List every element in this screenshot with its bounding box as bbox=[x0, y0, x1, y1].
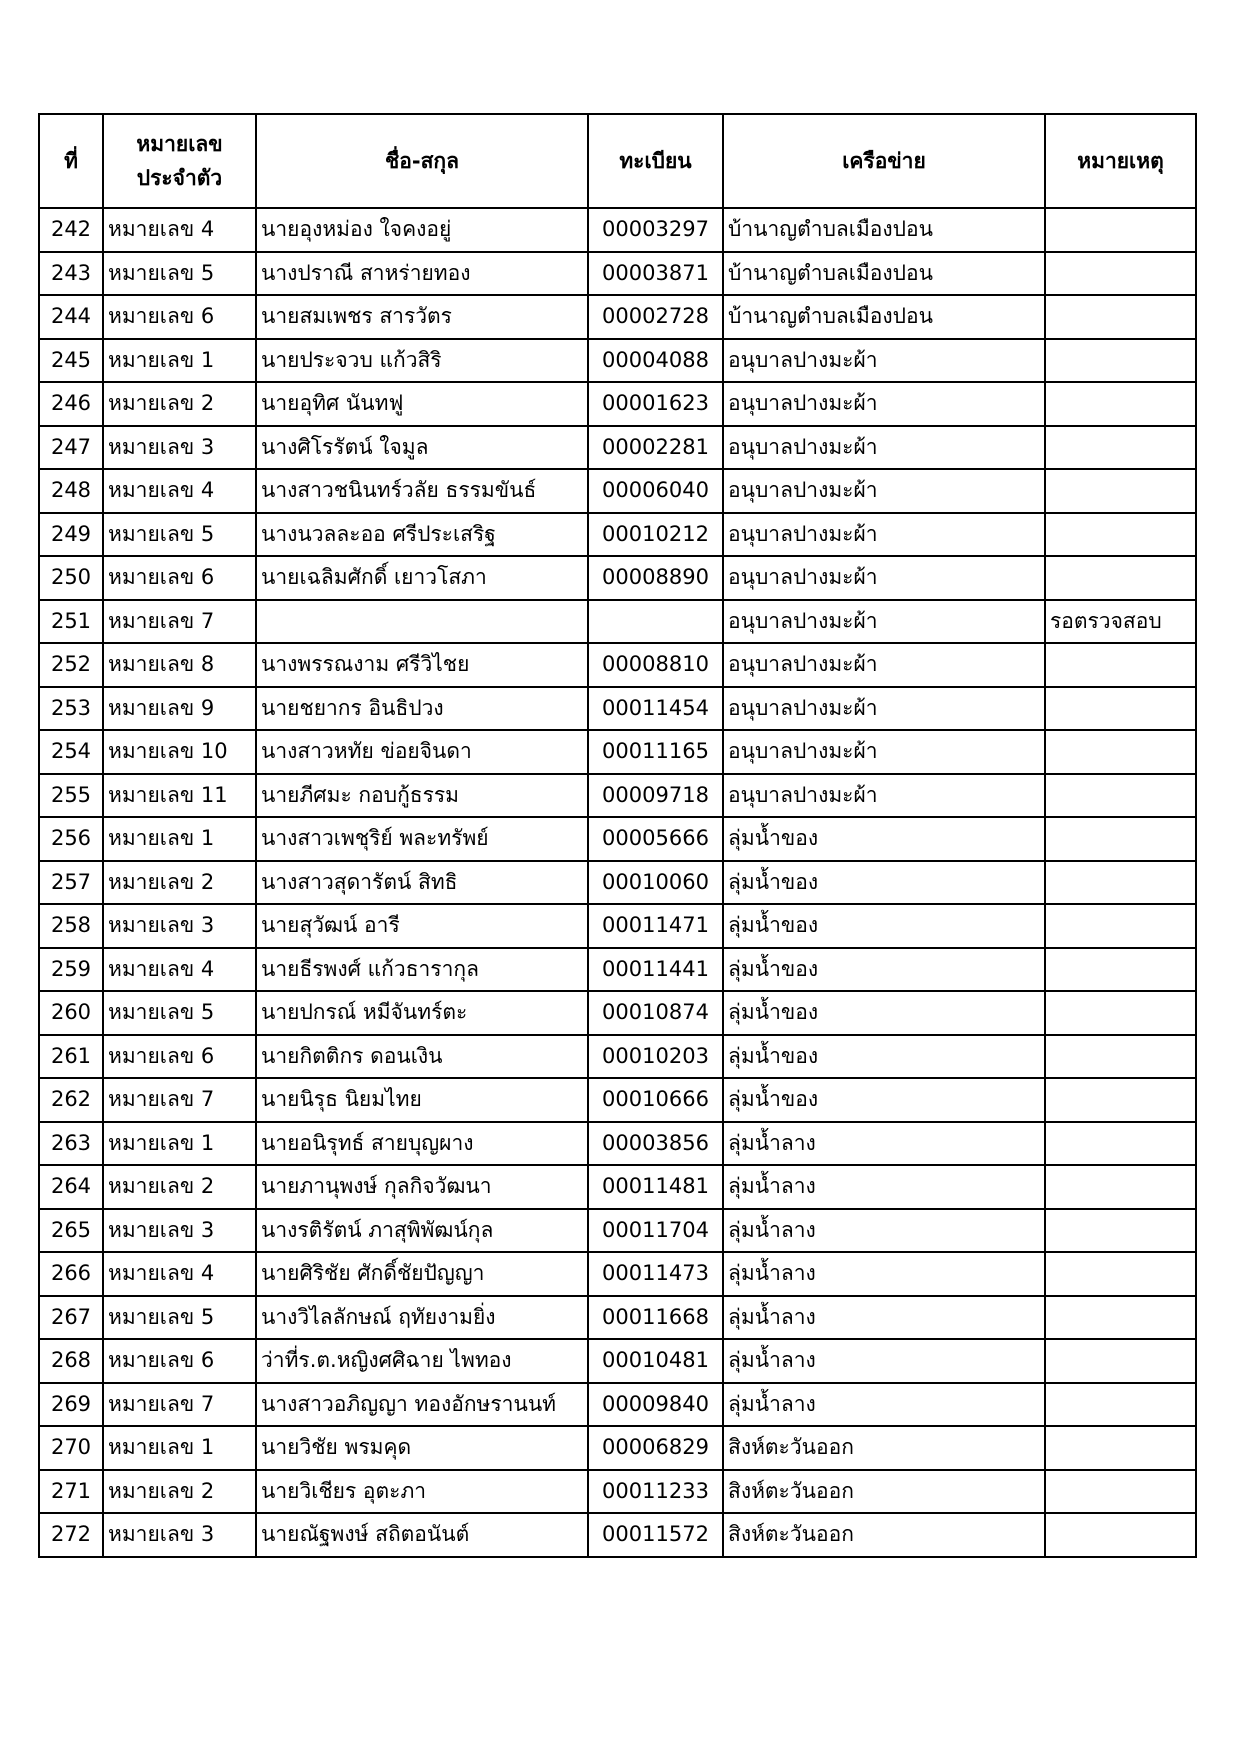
table-row bbox=[39, 861, 1196, 905]
table-row bbox=[39, 1252, 1196, 1296]
table-row bbox=[39, 1470, 1196, 1514]
cell-id: หมายเลข 7 bbox=[103, 1383, 256, 1427]
table-row bbox=[39, 1035, 1196, 1079]
cell-id: หมายเลข 4 bbox=[103, 1252, 256, 1296]
cell-network: อนุบาลปางมะผ้า bbox=[723, 774, 1045, 818]
table-row bbox=[39, 295, 1196, 339]
cell-name: นายอนิรุทธ์ สายบุญผาง bbox=[256, 1122, 588, 1166]
cell-no: 257 bbox=[39, 861, 103, 905]
cell-reg: 00001623 bbox=[588, 382, 723, 426]
cell-reg: 00004088 bbox=[588, 339, 723, 383]
header-row bbox=[39, 114, 1196, 208]
cell-note bbox=[1045, 687, 1196, 731]
cell-name: นายสมเพชร สารวัตร bbox=[256, 295, 588, 339]
cell-name: ว่าที่ร.ต.หญิงศศิฉาย ไพทอง bbox=[256, 1339, 588, 1383]
table-row bbox=[39, 469, 1196, 513]
cell-reg: 00009840 bbox=[588, 1383, 723, 1427]
cell-reg: 00005666 bbox=[588, 817, 723, 861]
table-row bbox=[39, 426, 1196, 470]
cell-name bbox=[256, 600, 588, 644]
cell-no: 255 bbox=[39, 774, 103, 818]
cell-no: 270 bbox=[39, 1426, 103, 1470]
cell-no: 266 bbox=[39, 1252, 103, 1296]
cell-network: ลุ่มน้ำลาง bbox=[723, 1383, 1045, 1427]
cell-reg: 00003856 bbox=[588, 1122, 723, 1166]
cell-id: หมายเลข 3 bbox=[103, 1209, 256, 1253]
cell-note bbox=[1045, 948, 1196, 992]
cell-name: นายวิชัย พรมคุด bbox=[256, 1426, 588, 1470]
cell-id: หมายเลข 7 bbox=[103, 1078, 256, 1122]
table-row bbox=[39, 252, 1196, 296]
cell-network: บ้านาญตำบลเมืองปอน bbox=[723, 208, 1045, 252]
cell-name: นางสาวอภิญญา ทองอักษรานนท์ bbox=[256, 1383, 588, 1427]
cell-note bbox=[1045, 252, 1196, 296]
cell-reg: 00011471 bbox=[588, 904, 723, 948]
cell-name: นายปกรณ์ หมีจันทร์ตะ bbox=[256, 991, 588, 1035]
cell-no: 272 bbox=[39, 1513, 103, 1557]
cell-name: นางสาวสุดารัตน์ สิทธิ bbox=[256, 861, 588, 905]
cell-note bbox=[1045, 1035, 1196, 1079]
cell-note bbox=[1045, 774, 1196, 818]
cell-reg: 00011454 bbox=[588, 687, 723, 731]
cell-no: 252 bbox=[39, 643, 103, 687]
cell-note bbox=[1045, 1122, 1196, 1166]
cell-name: นางศิโรรัตน์ ใจมูล bbox=[256, 426, 588, 470]
table-row bbox=[39, 339, 1196, 383]
cell-reg: 00011441 bbox=[588, 948, 723, 992]
cell-note bbox=[1045, 1513, 1196, 1557]
cell-note bbox=[1045, 382, 1196, 426]
cell-name: นายณัฐพงษ์ สถิตอนันต์ bbox=[256, 1513, 588, 1557]
cell-no: 259 bbox=[39, 948, 103, 992]
cell-name: นายศิริชัย ศักดิ์ชัยปัญญา bbox=[256, 1252, 588, 1296]
cell-network: ลุ่มน้ำลาง bbox=[723, 1165, 1045, 1209]
header-id-line1: หมายเลข bbox=[136, 132, 223, 156]
table-row bbox=[39, 904, 1196, 948]
cell-note bbox=[1045, 339, 1196, 383]
cell-no: 249 bbox=[39, 513, 103, 557]
cell-network: อนุบาลปางมะผ้า bbox=[723, 730, 1045, 774]
cell-no: 260 bbox=[39, 991, 103, 1035]
cell-network: ลุ่มน้ำลาง bbox=[723, 1252, 1045, 1296]
cell-note bbox=[1045, 1296, 1196, 1340]
cell-id: หมายเลข 5 bbox=[103, 252, 256, 296]
header-id bbox=[103, 114, 256, 208]
cell-no: 251 bbox=[39, 600, 103, 644]
cell-note bbox=[1045, 426, 1196, 470]
cell-name: นางสาวเพชุริย์ พละทรัพย์ bbox=[256, 817, 588, 861]
cell-note bbox=[1045, 469, 1196, 513]
cell-id: หมายเลข 6 bbox=[103, 1339, 256, 1383]
cell-note bbox=[1045, 1078, 1196, 1122]
cell-note bbox=[1045, 817, 1196, 861]
cell-name: นายวิเชียร อุตะภา bbox=[256, 1470, 588, 1514]
cell-reg: 00011481 bbox=[588, 1165, 723, 1209]
cell-id: หมายเลข 5 bbox=[103, 513, 256, 557]
cell-name: นางวิไลลักษณ์ ฤทัยงามยิ่ง bbox=[256, 1296, 588, 1340]
cell-id: หมายเลข 4 bbox=[103, 948, 256, 992]
cell-note bbox=[1045, 1470, 1196, 1514]
table-row bbox=[39, 774, 1196, 818]
cell-name: นางสาวหทัย ข่อยจินดา bbox=[256, 730, 588, 774]
cell-id: หมายเลข 5 bbox=[103, 1296, 256, 1340]
cell-network: อนุบาลปางมะผ้า bbox=[723, 426, 1045, 470]
cell-network: อนุบาลปางมะผ้า bbox=[723, 339, 1045, 383]
cell-reg bbox=[588, 600, 723, 644]
cell-note bbox=[1045, 991, 1196, 1035]
cell-network: อนุบาลปางมะผ้า bbox=[723, 382, 1045, 426]
cell-network: ลุ่มน้ำลาง bbox=[723, 1339, 1045, 1383]
cell-reg: 00006040 bbox=[588, 469, 723, 513]
cell-no: 243 bbox=[39, 252, 103, 296]
table-row bbox=[39, 1122, 1196, 1166]
table-row bbox=[39, 556, 1196, 600]
cell-note bbox=[1045, 556, 1196, 600]
cell-reg: 00003871 bbox=[588, 252, 723, 296]
cell-name: นางปราณี สาหร่ายทอง bbox=[256, 252, 588, 296]
cell-reg: 00010666 bbox=[588, 1078, 723, 1122]
cell-name: นายอุงหม่อง ใจคงอยู่ bbox=[256, 208, 588, 252]
cell-reg: 00002728 bbox=[588, 295, 723, 339]
cell-no: 262 bbox=[39, 1078, 103, 1122]
cell-reg: 00011165 bbox=[588, 730, 723, 774]
cell-reg: 00010874 bbox=[588, 991, 723, 1035]
cell-network: ลุ่มน้ำของ bbox=[723, 904, 1045, 948]
cell-note bbox=[1045, 730, 1196, 774]
cell-name: นายนิรุธ นิยมไทย bbox=[256, 1078, 588, 1122]
cell-note bbox=[1045, 1209, 1196, 1253]
cell-name: นายกิตติกร ดอนเงิน bbox=[256, 1035, 588, 1079]
header-no: ที่ bbox=[39, 114, 103, 208]
cell-name: นายประจวบ แก้วสิริ bbox=[256, 339, 588, 383]
table-header bbox=[39, 114, 1196, 208]
cell-name: นายภานุพงษ์ กุลกิจวัฒนา bbox=[256, 1165, 588, 1209]
table-row bbox=[39, 643, 1196, 687]
cell-reg: 00010060 bbox=[588, 861, 723, 905]
cell-reg: 00008890 bbox=[588, 556, 723, 600]
cell-note: รอตรวจสอบ bbox=[1045, 600, 1196, 644]
cell-note bbox=[1045, 643, 1196, 687]
table-row bbox=[39, 687, 1196, 731]
cell-name: นางพรรณงาม ศรีวิไชย bbox=[256, 643, 588, 687]
cell-reg: 00002281 bbox=[588, 426, 723, 470]
table-row bbox=[39, 1383, 1196, 1427]
cell-network: สิงห์ตะวันออก bbox=[723, 1426, 1045, 1470]
cell-network: อนุบาลปางมะผ้า bbox=[723, 687, 1045, 731]
cell-reg: 00003297 bbox=[588, 208, 723, 252]
cell-id: หมายเลข 6 bbox=[103, 556, 256, 600]
table-row bbox=[39, 1426, 1196, 1470]
cell-id: หมายเลข 9 bbox=[103, 687, 256, 731]
cell-no: 267 bbox=[39, 1296, 103, 1340]
cell-network: ลุ่มน้ำของ bbox=[723, 1035, 1045, 1079]
cell-note bbox=[1045, 1252, 1196, 1296]
cell-id: หมายเลข 3 bbox=[103, 426, 256, 470]
cell-network: ลุ่มน้ำของ bbox=[723, 817, 1045, 861]
cell-name: นายอุทิศ นันทฟู bbox=[256, 382, 588, 426]
cell-name: นายภีศมะ กอบกู้ธรรม bbox=[256, 774, 588, 818]
cell-network: สิงห์ตะวันออก bbox=[723, 1513, 1045, 1557]
cell-reg: 00011233 bbox=[588, 1470, 723, 1514]
cell-network: ลุ่มน้ำของ bbox=[723, 948, 1045, 992]
cell-no: 244 bbox=[39, 295, 103, 339]
cell-note bbox=[1045, 904, 1196, 948]
cell-reg: 00010203 bbox=[588, 1035, 723, 1079]
cell-no: 248 bbox=[39, 469, 103, 513]
cell-id: หมายเลข 2 bbox=[103, 382, 256, 426]
cell-no: 264 bbox=[39, 1165, 103, 1209]
table-row bbox=[39, 1296, 1196, 1340]
cell-note bbox=[1045, 861, 1196, 905]
cell-name: นางรติรัตน์ ภาสุพิพัฒน์กุล bbox=[256, 1209, 588, 1253]
table-row bbox=[39, 600, 1196, 644]
cell-no: 253 bbox=[39, 687, 103, 731]
table-row bbox=[39, 1209, 1196, 1253]
table-row bbox=[39, 730, 1196, 774]
cell-reg: 00008810 bbox=[588, 643, 723, 687]
cell-note bbox=[1045, 295, 1196, 339]
table-body bbox=[39, 208, 1196, 1557]
cell-reg: 00011473 bbox=[588, 1252, 723, 1296]
cell-no: 242 bbox=[39, 208, 103, 252]
cell-id: หมายเลข 11 bbox=[103, 774, 256, 818]
header-id-line2: ประจำตัว bbox=[136, 166, 223, 190]
cell-no: 246 bbox=[39, 382, 103, 426]
cell-id: หมายเลข 6 bbox=[103, 295, 256, 339]
cell-id: หมายเลข 5 bbox=[103, 991, 256, 1035]
cell-id: หมายเลข 1 bbox=[103, 339, 256, 383]
cell-id: หมายเลข 4 bbox=[103, 469, 256, 513]
cell-id: หมายเลข 2 bbox=[103, 861, 256, 905]
table-row bbox=[39, 1078, 1196, 1122]
cell-reg: 00011572 bbox=[588, 1513, 723, 1557]
cell-network: สิงห์ตะวันออก bbox=[723, 1470, 1045, 1514]
table-row bbox=[39, 948, 1196, 992]
cell-name: นายสุวัฒน์ อารี bbox=[256, 904, 588, 948]
cell-id: หมายเลข 1 bbox=[103, 817, 256, 861]
cell-no: 256 bbox=[39, 817, 103, 861]
cell-id: หมายเลข 2 bbox=[103, 1470, 256, 1514]
cell-network: อนุบาลปางมะผ้า bbox=[723, 600, 1045, 644]
cell-name: นางนวลละออ ศรีประเสริฐ bbox=[256, 513, 588, 557]
cell-note bbox=[1045, 208, 1196, 252]
cell-reg: 00011704 bbox=[588, 1209, 723, 1253]
cell-note bbox=[1045, 1339, 1196, 1383]
table-row bbox=[39, 513, 1196, 557]
cell-name: นายเฉลิมศักดิ์ เยาวโสภา bbox=[256, 556, 588, 600]
cell-id: หมายเลข 10 bbox=[103, 730, 256, 774]
cell-no: 271 bbox=[39, 1470, 103, 1514]
table-row bbox=[39, 1339, 1196, 1383]
cell-id: หมายเลข 6 bbox=[103, 1035, 256, 1079]
table-row bbox=[39, 1513, 1196, 1557]
cell-network: ลุ่มน้ำลาง bbox=[723, 1296, 1045, 1340]
cell-network: ลุ่มน้ำของ bbox=[723, 991, 1045, 1035]
cell-note bbox=[1045, 1426, 1196, 1470]
table-row bbox=[39, 208, 1196, 252]
cell-no: 261 bbox=[39, 1035, 103, 1079]
cell-no: 254 bbox=[39, 730, 103, 774]
table-row bbox=[39, 1165, 1196, 1209]
cell-network: ลุ่มน้ำลาง bbox=[723, 1209, 1045, 1253]
cell-network: อนุบาลปางมะผ้า bbox=[723, 513, 1045, 557]
cell-id: หมายเลข 7 bbox=[103, 600, 256, 644]
cell-id: หมายเลข 2 bbox=[103, 1165, 256, 1209]
cell-network: อนุบาลปางมะผ้า bbox=[723, 643, 1045, 687]
table-row bbox=[39, 991, 1196, 1035]
cell-no: 247 bbox=[39, 426, 103, 470]
cell-reg: 00011668 bbox=[588, 1296, 723, 1340]
cell-no: 268 bbox=[39, 1339, 103, 1383]
table-row bbox=[39, 817, 1196, 861]
header-note: หมายเหตุ bbox=[1045, 114, 1196, 208]
cell-id: หมายเลข 3 bbox=[103, 904, 256, 948]
cell-reg: 00010481 bbox=[588, 1339, 723, 1383]
cell-no: 245 bbox=[39, 339, 103, 383]
cell-id: หมายเลข 1 bbox=[103, 1426, 256, 1470]
cell-name: นางสาวชนินทร์วลัย ธรรมขันธ์ bbox=[256, 469, 588, 513]
cell-network: ลุ่มน้ำของ bbox=[723, 1078, 1045, 1122]
cell-name: นายธีรพงศ์ แก้วธารากุล bbox=[256, 948, 588, 992]
cell-network: บ้านาญตำบลเมืองปอน bbox=[723, 252, 1045, 296]
cell-id: หมายเลข 8 bbox=[103, 643, 256, 687]
cell-id: หมายเลข 3 bbox=[103, 1513, 256, 1557]
cell-no: 263 bbox=[39, 1122, 103, 1166]
cell-network: บ้านาญตำบลเมืองปอน bbox=[723, 295, 1045, 339]
header-network: เครือข่าย bbox=[723, 114, 1045, 208]
cell-no: 265 bbox=[39, 1209, 103, 1253]
table-row bbox=[39, 382, 1196, 426]
cell-network: ลุ่มน้ำของ bbox=[723, 861, 1045, 905]
roster-table bbox=[38, 113, 1197, 1558]
cell-reg: 00006829 bbox=[588, 1426, 723, 1470]
cell-id: หมายเลข 1 bbox=[103, 1122, 256, 1166]
cell-id: หมายเลข 4 bbox=[103, 208, 256, 252]
cell-note bbox=[1045, 513, 1196, 557]
cell-no: 269 bbox=[39, 1383, 103, 1427]
cell-network: อนุบาลปางมะผ้า bbox=[723, 469, 1045, 513]
cell-reg: 00010212 bbox=[588, 513, 723, 557]
cell-note bbox=[1045, 1165, 1196, 1209]
cell-name: นายชยากร อินธิปวง bbox=[256, 687, 588, 731]
header-reg: ทะเบียน bbox=[588, 114, 723, 208]
cell-network: อนุบาลปางมะผ้า bbox=[723, 556, 1045, 600]
cell-note bbox=[1045, 1383, 1196, 1427]
cell-no: 258 bbox=[39, 904, 103, 948]
cell-network: ลุ่มน้ำลาง bbox=[723, 1122, 1045, 1166]
header-name: ชื่อ-สกุล bbox=[256, 114, 588, 208]
cell-reg: 00009718 bbox=[588, 774, 723, 818]
cell-no: 250 bbox=[39, 556, 103, 600]
